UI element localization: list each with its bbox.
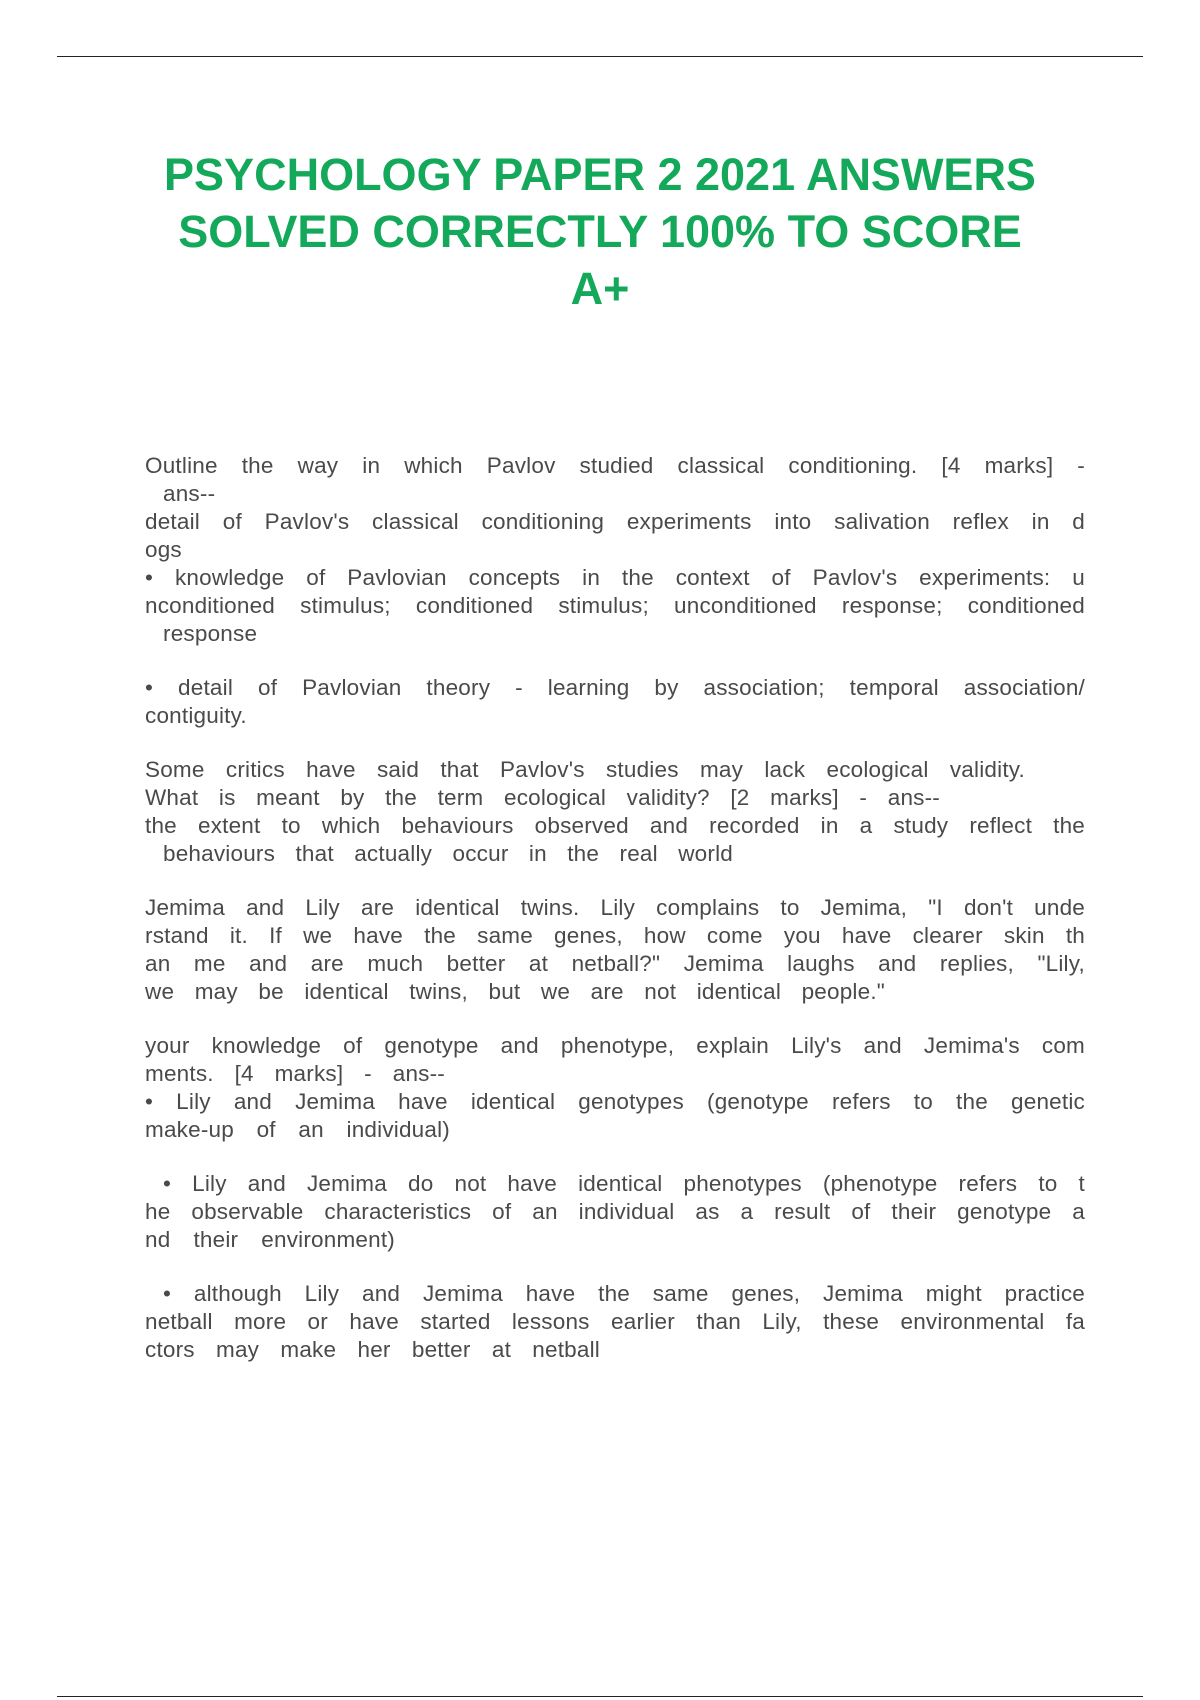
q3-line: make-up of an individual) [145,1117,450,1142]
q3-line: Jemima and Lily are identical twins. Lily complains to Jemima, "I don't unde [145,895,1085,920]
q3-line: he observable characteristics of an individual as a result of their genotype a [145,1199,1085,1224]
q2-line: Some critics have said that Pavlov's studies may lack ecological validity. [145,757,1025,782]
document-body [145,452,1085,1364]
q3-line: • Lily and Jemima have identical genotypes (genotype refers to the genetic [145,1089,1085,1114]
q2-line: What is meant by the term ecological validity? [2 marks] - ans-- [145,785,940,810]
q3-line: an me and are much better at netball?" Jemima laughs and replies, "Lily, [145,951,1085,976]
q3-line: • Lily and Jemima do not have identical phenotypes (phenotype refers to t [163,1171,1085,1196]
title-line-1: PSYCHOLOGY PAPER 2 2021 ANSWERS [164,149,1036,200]
q1-line: • knowledge of Pavlovian concepts in the context of Pavlov's experiments: u [145,565,1085,590]
title-line-2: SOLVED CORRECTLY 100% TO SCORE [178,206,1022,257]
q3-line: we may be identical twins, but we are not identical people." [145,979,885,1004]
q3-line: nd their environment) [145,1227,395,1252]
q1-line: response [163,621,258,646]
q1-line: detail of Pavlov's classical conditioning experiments into salivation reflex in d [145,509,1085,534]
q3-line: ctors may make her better at netball [145,1337,600,1362]
q3-line: rstand it. If we have the same genes, how come you have clearer skin th [145,923,1085,948]
q3-line: your knowledge of genotype and phenotype, explain Lily's and Jemima's com [145,1033,1085,1058]
q2-line: the extent to which behaviours observed and recorded in a study reflect the [145,813,1085,838]
bottom-rule [57,1696,1143,1697]
q1-line: • detail of Pavlovian theory - learning by association; temporal association/ [145,675,1085,700]
q1-line: Outline the way in which Pavlov studied classical conditioning. [4 marks] - [145,453,1085,478]
top-rule [57,56,1143,57]
page-title [130,146,1070,317]
title-line-3: A+ [570,263,630,314]
q1-line: nconditioned stimulus; conditioned stimulus; unconditioned response; conditioned [145,593,1085,618]
q3-line: netball more or have started lessons earlier than Lily, these environmental fa [145,1309,1085,1334]
q1-line: ans-- [163,481,216,506]
q3-line: ments. [4 marks] - ans-- [145,1061,445,1086]
q3-line: • although Lily and Jemima have the same genes, Jemima might practice [163,1281,1085,1306]
q1-line: ogs [145,537,182,562]
q2-line: behaviours that actually occur in the real world [163,841,733,866]
q1-line: contiguity. [145,703,247,728]
